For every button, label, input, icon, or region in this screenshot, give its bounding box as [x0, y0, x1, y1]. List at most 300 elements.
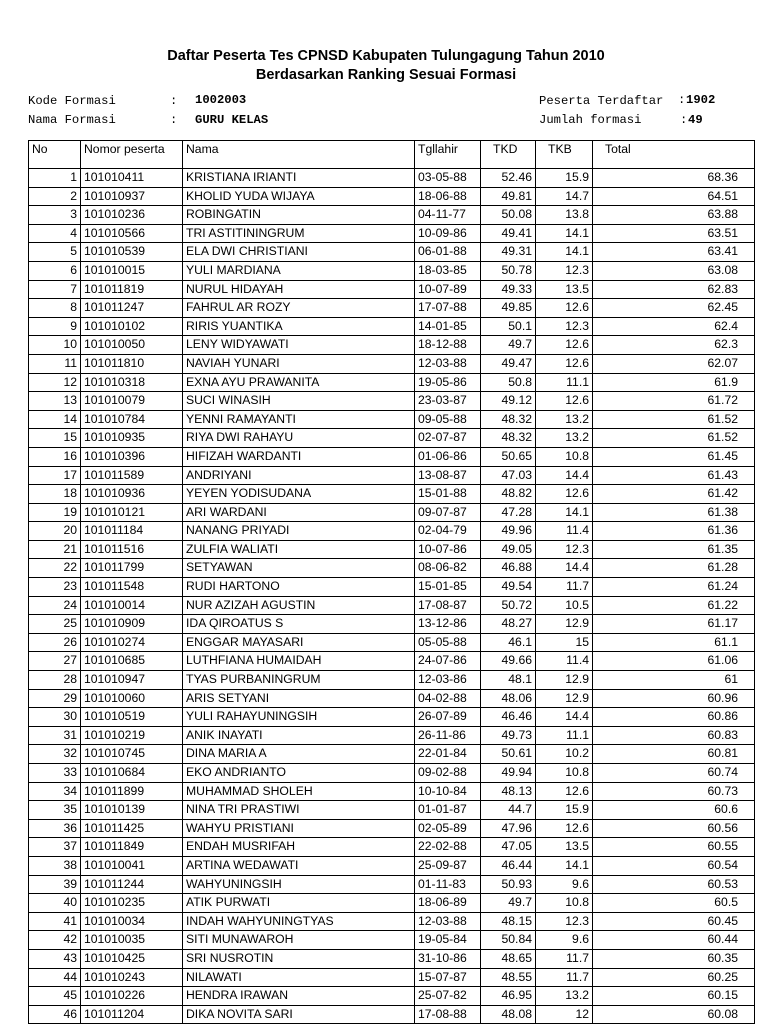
cell-total: 61.17 [593, 615, 755, 634]
table-row [29, 317, 755, 336]
cell-nama: KRISTIANA IRIANTI [183, 169, 415, 188]
cell-tkb: 11.4 [536, 652, 593, 671]
cell-tgllahir: 15-01-85 [415, 578, 481, 597]
cell-nama: ARI WARDANI [183, 503, 415, 522]
cell-tkb: 14.1 [536, 503, 593, 522]
cell-tkd: 49.33 [481, 280, 536, 299]
cell-tkd: 49.81 [481, 187, 536, 206]
cell-tkb: 12.6 [536, 336, 593, 355]
cell-tkd: 49.96 [481, 522, 536, 541]
cell-tkb: 13.5 [536, 838, 593, 857]
table-row [29, 856, 755, 875]
cell-tgllahir: 19-05-84 [415, 931, 481, 950]
cell-nama: ENGGAR MAYASARI [183, 633, 415, 652]
cell-tgllahir: 09-05-88 [415, 410, 481, 429]
cell-total: 62.4 [593, 317, 755, 336]
cell-nomor-peserta: 101010411 [81, 169, 183, 188]
table-row [29, 652, 755, 671]
cell-tkb: 13.2 [536, 987, 593, 1006]
cell-tgllahir: 26-11-86 [415, 726, 481, 745]
cell-total: 61.42 [593, 485, 755, 504]
cell-nomor-peserta: 101010102 [81, 317, 183, 336]
cell-total: 61.06 [593, 652, 755, 671]
table-row [29, 671, 755, 690]
cell-nama: NAVIAH YUNARI [183, 354, 415, 373]
cell-tgllahir: 24-07-86 [415, 652, 481, 671]
cell-tkb: 12.6 [536, 485, 593, 504]
cell-nomor-peserta: 101010060 [81, 689, 183, 708]
cell-no: 27 [29, 652, 81, 671]
table-row [29, 708, 755, 727]
table-row [29, 261, 755, 280]
cell-no: 21 [29, 540, 81, 559]
table-row [29, 187, 755, 206]
cell-tgllahir: 09-07-87 [415, 503, 481, 522]
table-row [29, 392, 755, 411]
cell-nomor-peserta: 101010936 [81, 485, 183, 504]
cell-nama: SUCI WINASIH [183, 392, 415, 411]
cell-nama: ELA DWI CHRISTIANI [183, 243, 415, 262]
peserta-terdaftar-sep: : [678, 93, 686, 107]
cell-no: 13 [29, 392, 81, 411]
cell-total: 63.51 [593, 224, 755, 243]
cell-total: 60.44 [593, 931, 755, 950]
cell-tgllahir: 10-09-86 [415, 224, 481, 243]
col-header-total: Total [593, 141, 755, 169]
cell-nama: LUTHFIANA HUMAIDAH [183, 652, 415, 671]
table-row [29, 726, 755, 745]
cell-tkd: 48.32 [481, 410, 536, 429]
cell-nomor-peserta: 101010014 [81, 596, 183, 615]
cell-nama: RIRIS YUANTIKA [183, 317, 415, 336]
cell-tgllahir: 12-03-88 [415, 912, 481, 931]
cell-no: 26 [29, 633, 81, 652]
cell-nomor-peserta: 101010035 [81, 931, 183, 950]
ranking-table [28, 140, 755, 1024]
cell-nama: RIYA DWI RAHAYU [183, 429, 415, 448]
cell-tgllahir: 01-06-86 [415, 447, 481, 466]
col-header-tkd: TKD [481, 141, 536, 169]
table-row [29, 875, 755, 894]
cell-nama: INDAH WAHYUNINGTYAS [183, 912, 415, 931]
cell-total: 60.35 [593, 949, 755, 968]
table-row [29, 540, 755, 559]
cell-no: 38 [29, 856, 81, 875]
cell-tkb: 12.3 [536, 912, 593, 931]
cell-nomor-peserta: 101011184 [81, 522, 183, 541]
cell-nama: ZULFIA WALIATI [183, 540, 415, 559]
cell-no: 7 [29, 280, 81, 299]
cell-tkb: 14.1 [536, 856, 593, 875]
table-row [29, 280, 755, 299]
cell-total: 60.53 [593, 875, 755, 894]
table-row [29, 968, 755, 987]
cell-no: 41 [29, 912, 81, 931]
cell-total: 60.56 [593, 819, 755, 838]
cell-total: 60.5 [593, 894, 755, 913]
cell-nomor-peserta: 101010935 [81, 429, 183, 448]
table-row [29, 912, 755, 931]
table-row [29, 373, 755, 392]
cell-total: 61.43 [593, 466, 755, 485]
cell-nama: IDA QIROATUS S [183, 615, 415, 634]
cell-tgllahir: 08-06-82 [415, 559, 481, 578]
cell-tkd: 46.95 [481, 987, 536, 1006]
cell-total: 62.83 [593, 280, 755, 299]
cell-total: 61.45 [593, 447, 755, 466]
cell-nomor-peserta: 101010947 [81, 671, 183, 690]
cell-nama: ARIS SETYANI [183, 689, 415, 708]
cell-tgllahir: 15-07-87 [415, 968, 481, 987]
table-row [29, 931, 755, 950]
cell-tkd: 49.94 [481, 764, 536, 783]
cell-tgllahir: 02-07-87 [415, 429, 481, 448]
table-row [29, 447, 755, 466]
cell-nomor-peserta: 101010909 [81, 615, 183, 634]
cell-tgllahir: 17-07-88 [415, 299, 481, 318]
cell-no: 29 [29, 689, 81, 708]
kode-formasi-label: Kode Formasi [28, 94, 116, 108]
jumlah-formasi-value: 49 [688, 113, 703, 127]
cell-nomor-peserta: 101011425 [81, 819, 183, 838]
col-header-tgllahir: Tgllahir [415, 141, 481, 169]
cell-tkd: 50.78 [481, 261, 536, 280]
table-row [29, 615, 755, 634]
cell-tkd: 49.05 [481, 540, 536, 559]
cell-tgllahir: 02-05-89 [415, 819, 481, 838]
table-header-row [29, 141, 755, 169]
table-body [29, 169, 755, 1024]
cell-tgllahir: 13-12-86 [415, 615, 481, 634]
cell-tgllahir: 05-05-88 [415, 633, 481, 652]
kode-formasi-value: 1002003 [195, 93, 247, 107]
cell-tkd: 48.15 [481, 912, 536, 931]
cell-tkb: 13.5 [536, 280, 593, 299]
cell-tkd: 47.05 [481, 838, 536, 857]
nama-formasi-label: Nama Formasi [28, 113, 116, 127]
cell-tkd: 49.66 [481, 652, 536, 671]
cell-tkd: 48.65 [481, 949, 536, 968]
cell-tkb: 14.7 [536, 187, 593, 206]
cell-tkd: 49.54 [481, 578, 536, 597]
cell-tgllahir: 14-01-85 [415, 317, 481, 336]
cell-no: 46 [29, 1005, 81, 1024]
cell-total: 61.72 [593, 392, 755, 411]
cell-tkb: 13.2 [536, 410, 593, 429]
table-row [29, 819, 755, 838]
cell-no: 15 [29, 429, 81, 448]
col-header-tkb: TKB [536, 141, 593, 169]
cell-nomor-peserta: 101010396 [81, 447, 183, 466]
table-row [29, 764, 755, 783]
cell-no: 5 [29, 243, 81, 262]
cell-total: 61.22 [593, 596, 755, 615]
cell-no: 44 [29, 968, 81, 987]
cell-total: 60.6 [593, 801, 755, 820]
cell-no: 30 [29, 708, 81, 727]
cell-nomor-peserta: 101010566 [81, 224, 183, 243]
col-header-no: No [29, 141, 81, 169]
cell-total: 60.45 [593, 912, 755, 931]
table-row [29, 410, 755, 429]
cell-tgllahir: 22-02-88 [415, 838, 481, 857]
cell-no: 40 [29, 894, 81, 913]
cell-no: 43 [29, 949, 81, 968]
cell-tkb: 12.3 [536, 317, 593, 336]
table-row [29, 633, 755, 652]
cell-tkd: 48.82 [481, 485, 536, 504]
col-header-nomor-peserta: Nomor peserta [81, 141, 183, 169]
cell-nomor-peserta: 101010243 [81, 968, 183, 987]
cell-no: 31 [29, 726, 81, 745]
cell-nomor-peserta: 101010015 [81, 261, 183, 280]
kode-formasi-sep: : [170, 94, 178, 108]
cell-total: 64.51 [593, 187, 755, 206]
cell-nama: NINA TRI PRASTIWI [183, 801, 415, 820]
cell-nomor-peserta: 101011516 [81, 540, 183, 559]
cell-nama: HENDRA IRAWAN [183, 987, 415, 1006]
cell-tkd: 49.73 [481, 726, 536, 745]
cell-tgllahir: 25-07-82 [415, 987, 481, 1006]
cell-tkb: 12.6 [536, 782, 593, 801]
cell-nomor-peserta: 101010034 [81, 912, 183, 931]
cell-nomor-peserta: 101010041 [81, 856, 183, 875]
cell-nomor-peserta: 101010235 [81, 894, 183, 913]
cell-no: 45 [29, 987, 81, 1006]
cell-no: 9 [29, 317, 81, 336]
col-header-nama: Nama [183, 141, 415, 169]
table-row [29, 894, 755, 913]
cell-tkb: 13.8 [536, 206, 593, 225]
cell-nomor-peserta: 101010219 [81, 726, 183, 745]
cell-tkb: 12.3 [536, 261, 593, 280]
cell-nama: NILAWATI [183, 968, 415, 987]
cell-tgllahir: 09-02-88 [415, 764, 481, 783]
cell-no: 28 [29, 671, 81, 690]
cell-tkd: 48.55 [481, 968, 536, 987]
cell-tkb: 12.6 [536, 299, 593, 318]
cell-tkd: 50.8 [481, 373, 536, 392]
cell-nama: FAHRUL AR ROZY [183, 299, 415, 318]
cell-nama: NANANG PRIYADI [183, 522, 415, 541]
cell-nomor-peserta: 101010318 [81, 373, 183, 392]
cell-tkd: 48.06 [481, 689, 536, 708]
cell-total: 60.55 [593, 838, 755, 857]
cell-tgllahir: 10-07-86 [415, 540, 481, 559]
table-row [29, 596, 755, 615]
cell-nomor-peserta: 101011810 [81, 354, 183, 373]
cell-tkb: 11.4 [536, 522, 593, 541]
cell-tgllahir: 13-08-87 [415, 466, 481, 485]
cell-total: 60.15 [593, 987, 755, 1006]
cell-nomor-peserta: 101010745 [81, 745, 183, 764]
cell-no: 6 [29, 261, 81, 280]
cell-no: 19 [29, 503, 81, 522]
cell-tkb: 14.4 [536, 708, 593, 727]
cell-no: 32 [29, 745, 81, 764]
cell-tkd: 46.88 [481, 559, 536, 578]
cell-nama: SETYAWAN [183, 559, 415, 578]
cell-nama: ENDAH MUSRIFAH [183, 838, 415, 857]
cell-nama: NUR AZIZAH AGUSTIN [183, 596, 415, 615]
cell-tkb: 10.8 [536, 894, 593, 913]
cell-nomor-peserta: 101010539 [81, 243, 183, 262]
cell-tkd: 50.65 [481, 447, 536, 466]
cell-nama: ATIK PURWATI [183, 894, 415, 913]
cell-tkd: 46.44 [481, 856, 536, 875]
cell-tgllahir: 15-01-88 [415, 485, 481, 504]
cell-total: 62.07 [593, 354, 755, 373]
cell-total: 60.83 [593, 726, 755, 745]
cell-tkb: 12.6 [536, 392, 593, 411]
cell-tgllahir: 18-06-89 [415, 894, 481, 913]
cell-nomor-peserta: 101010139 [81, 801, 183, 820]
table-row [29, 1005, 755, 1024]
cell-total: 61.38 [593, 503, 755, 522]
table-row [29, 169, 755, 188]
cell-nama: NURUL HIDAYAH [183, 280, 415, 299]
cell-nama: ARTINA WEDAWATI [183, 856, 415, 875]
cell-no: 25 [29, 615, 81, 634]
cell-tgllahir: 04-11-77 [415, 206, 481, 225]
cell-tkd: 44.7 [481, 801, 536, 820]
cell-tkd: 50.93 [481, 875, 536, 894]
cell-total: 63.08 [593, 261, 755, 280]
table-row [29, 559, 755, 578]
document-title: Daftar Peserta Tes CPNSD Kabupaten Tulungagung Tahun 2010 [167, 48, 605, 64]
cell-total: 61.24 [593, 578, 755, 597]
cell-tkb: 9.6 [536, 931, 593, 950]
table-row [29, 503, 755, 522]
table-row [29, 987, 755, 1006]
table-row [29, 243, 755, 262]
cell-no: 33 [29, 764, 81, 783]
cell-no: 34 [29, 782, 81, 801]
cell-tkb: 10.8 [536, 447, 593, 466]
table-row [29, 949, 755, 968]
cell-nama: YULI RAHAYUNINGSIH [183, 708, 415, 727]
cell-tgllahir: 18-06-88 [415, 187, 481, 206]
cell-no: 3 [29, 206, 81, 225]
table-row [29, 336, 755, 355]
cell-tkb: 15.9 [536, 801, 593, 820]
cell-tkb: 12.6 [536, 819, 593, 838]
cell-nomor-peserta: 101011799 [81, 559, 183, 578]
table-row [29, 466, 755, 485]
cell-tkb: 15.9 [536, 169, 593, 188]
jumlah-formasi-label: Jumlah formasi [539, 113, 642, 127]
cell-total: 61.52 [593, 429, 755, 448]
cell-tkd: 48.32 [481, 429, 536, 448]
cell-no: 11 [29, 354, 81, 373]
cell-tkb: 10.5 [536, 596, 593, 615]
cell-tkd: 50.08 [481, 206, 536, 225]
cell-nomor-peserta: 101011899 [81, 782, 183, 801]
cell-tkd: 47.03 [481, 466, 536, 485]
cell-tgllahir: 12-03-86 [415, 671, 481, 690]
cell-no: 14 [29, 410, 81, 429]
cell-nama: YULI MARDIANA [183, 261, 415, 280]
table-row [29, 801, 755, 820]
cell-tgllahir: 06-01-88 [415, 243, 481, 262]
table-row [29, 429, 755, 448]
cell-nama: EXNA AYU PRAWANITA [183, 373, 415, 392]
cell-tkb: 14.1 [536, 224, 593, 243]
cell-tkb: 13.2 [536, 429, 593, 448]
cell-nama: LENY WIDYAWATI [183, 336, 415, 355]
cell-total: 68.36 [593, 169, 755, 188]
cell-nama: TYAS PURBANINGRUM [183, 671, 415, 690]
cell-nama: WAHYU PRISTIANI [183, 819, 415, 838]
cell-tkd: 48.08 [481, 1005, 536, 1024]
cell-no: 8 [29, 299, 81, 318]
cell-total: 60.73 [593, 782, 755, 801]
cell-nama: HIFIZAH WARDANTI [183, 447, 415, 466]
cell-tkb: 9.6 [536, 875, 593, 894]
cell-tkd: 47.96 [481, 819, 536, 838]
cell-no: 2 [29, 187, 81, 206]
document-subtitle: Berdasarkan Ranking Sesuai Formasi [255, 67, 517, 83]
cell-tgllahir: 17-08-87 [415, 596, 481, 615]
jumlah-formasi-sep: : [680, 113, 688, 127]
cell-total: 60.08 [593, 1005, 755, 1024]
cell-tkd: 50.1 [481, 317, 536, 336]
cell-nomor-peserta: 101011849 [81, 838, 183, 857]
cell-no: 4 [29, 224, 81, 243]
table-row [29, 745, 755, 764]
cell-tkb: 12 [536, 1005, 593, 1024]
cell-tgllahir: 18-12-88 [415, 336, 481, 355]
cell-tgllahir: 10-07-89 [415, 280, 481, 299]
cell-total: 60.74 [593, 764, 755, 783]
cell-tgllahir: 18-03-85 [415, 261, 481, 280]
cell-nomor-peserta: 101011819 [81, 280, 183, 299]
cell-no: 1 [29, 169, 81, 188]
cell-nomor-peserta: 101011247 [81, 299, 183, 318]
cell-nomor-peserta: 101011589 [81, 466, 183, 485]
cell-tkd: 49.12 [481, 392, 536, 411]
cell-tgllahir: 01-01-87 [415, 801, 481, 820]
cell-nomor-peserta: 101011244 [81, 875, 183, 894]
cell-nomor-peserta: 101010519 [81, 708, 183, 727]
cell-tkb: 12.3 [536, 540, 593, 559]
cell-nomor-peserta: 101010274 [81, 633, 183, 652]
cell-tkd: 49.7 [481, 336, 536, 355]
cell-no: 36 [29, 819, 81, 838]
cell-nama: EKO ANDRIANTO [183, 764, 415, 783]
nama-formasi-value: GURU KELAS [195, 113, 269, 127]
cell-tkb: 14.4 [536, 559, 593, 578]
cell-no: 24 [29, 596, 81, 615]
cell-tkd: 48.13 [481, 782, 536, 801]
cell-tgllahir: 01-11-83 [415, 875, 481, 894]
cell-nomor-peserta: 101010236 [81, 206, 183, 225]
cell-tkd: 49.31 [481, 243, 536, 262]
table-row [29, 838, 755, 857]
cell-total: 63.88 [593, 206, 755, 225]
cell-tkb: 12.6 [536, 354, 593, 373]
cell-nama: YENNI RAMAYANTI [183, 410, 415, 429]
peserta-terdaftar-label: Peserta Terdaftar [539, 94, 664, 108]
cell-tkd: 49.7 [481, 894, 536, 913]
cell-total: 61.35 [593, 540, 755, 559]
cell-nama: SITI MUNAWAROH [183, 931, 415, 950]
cell-nomor-peserta: 101010226 [81, 987, 183, 1006]
cell-no: 18 [29, 485, 81, 504]
cell-tkb: 12.9 [536, 671, 593, 690]
cell-no: 12 [29, 373, 81, 392]
cell-tgllahir: 26-07-89 [415, 708, 481, 727]
